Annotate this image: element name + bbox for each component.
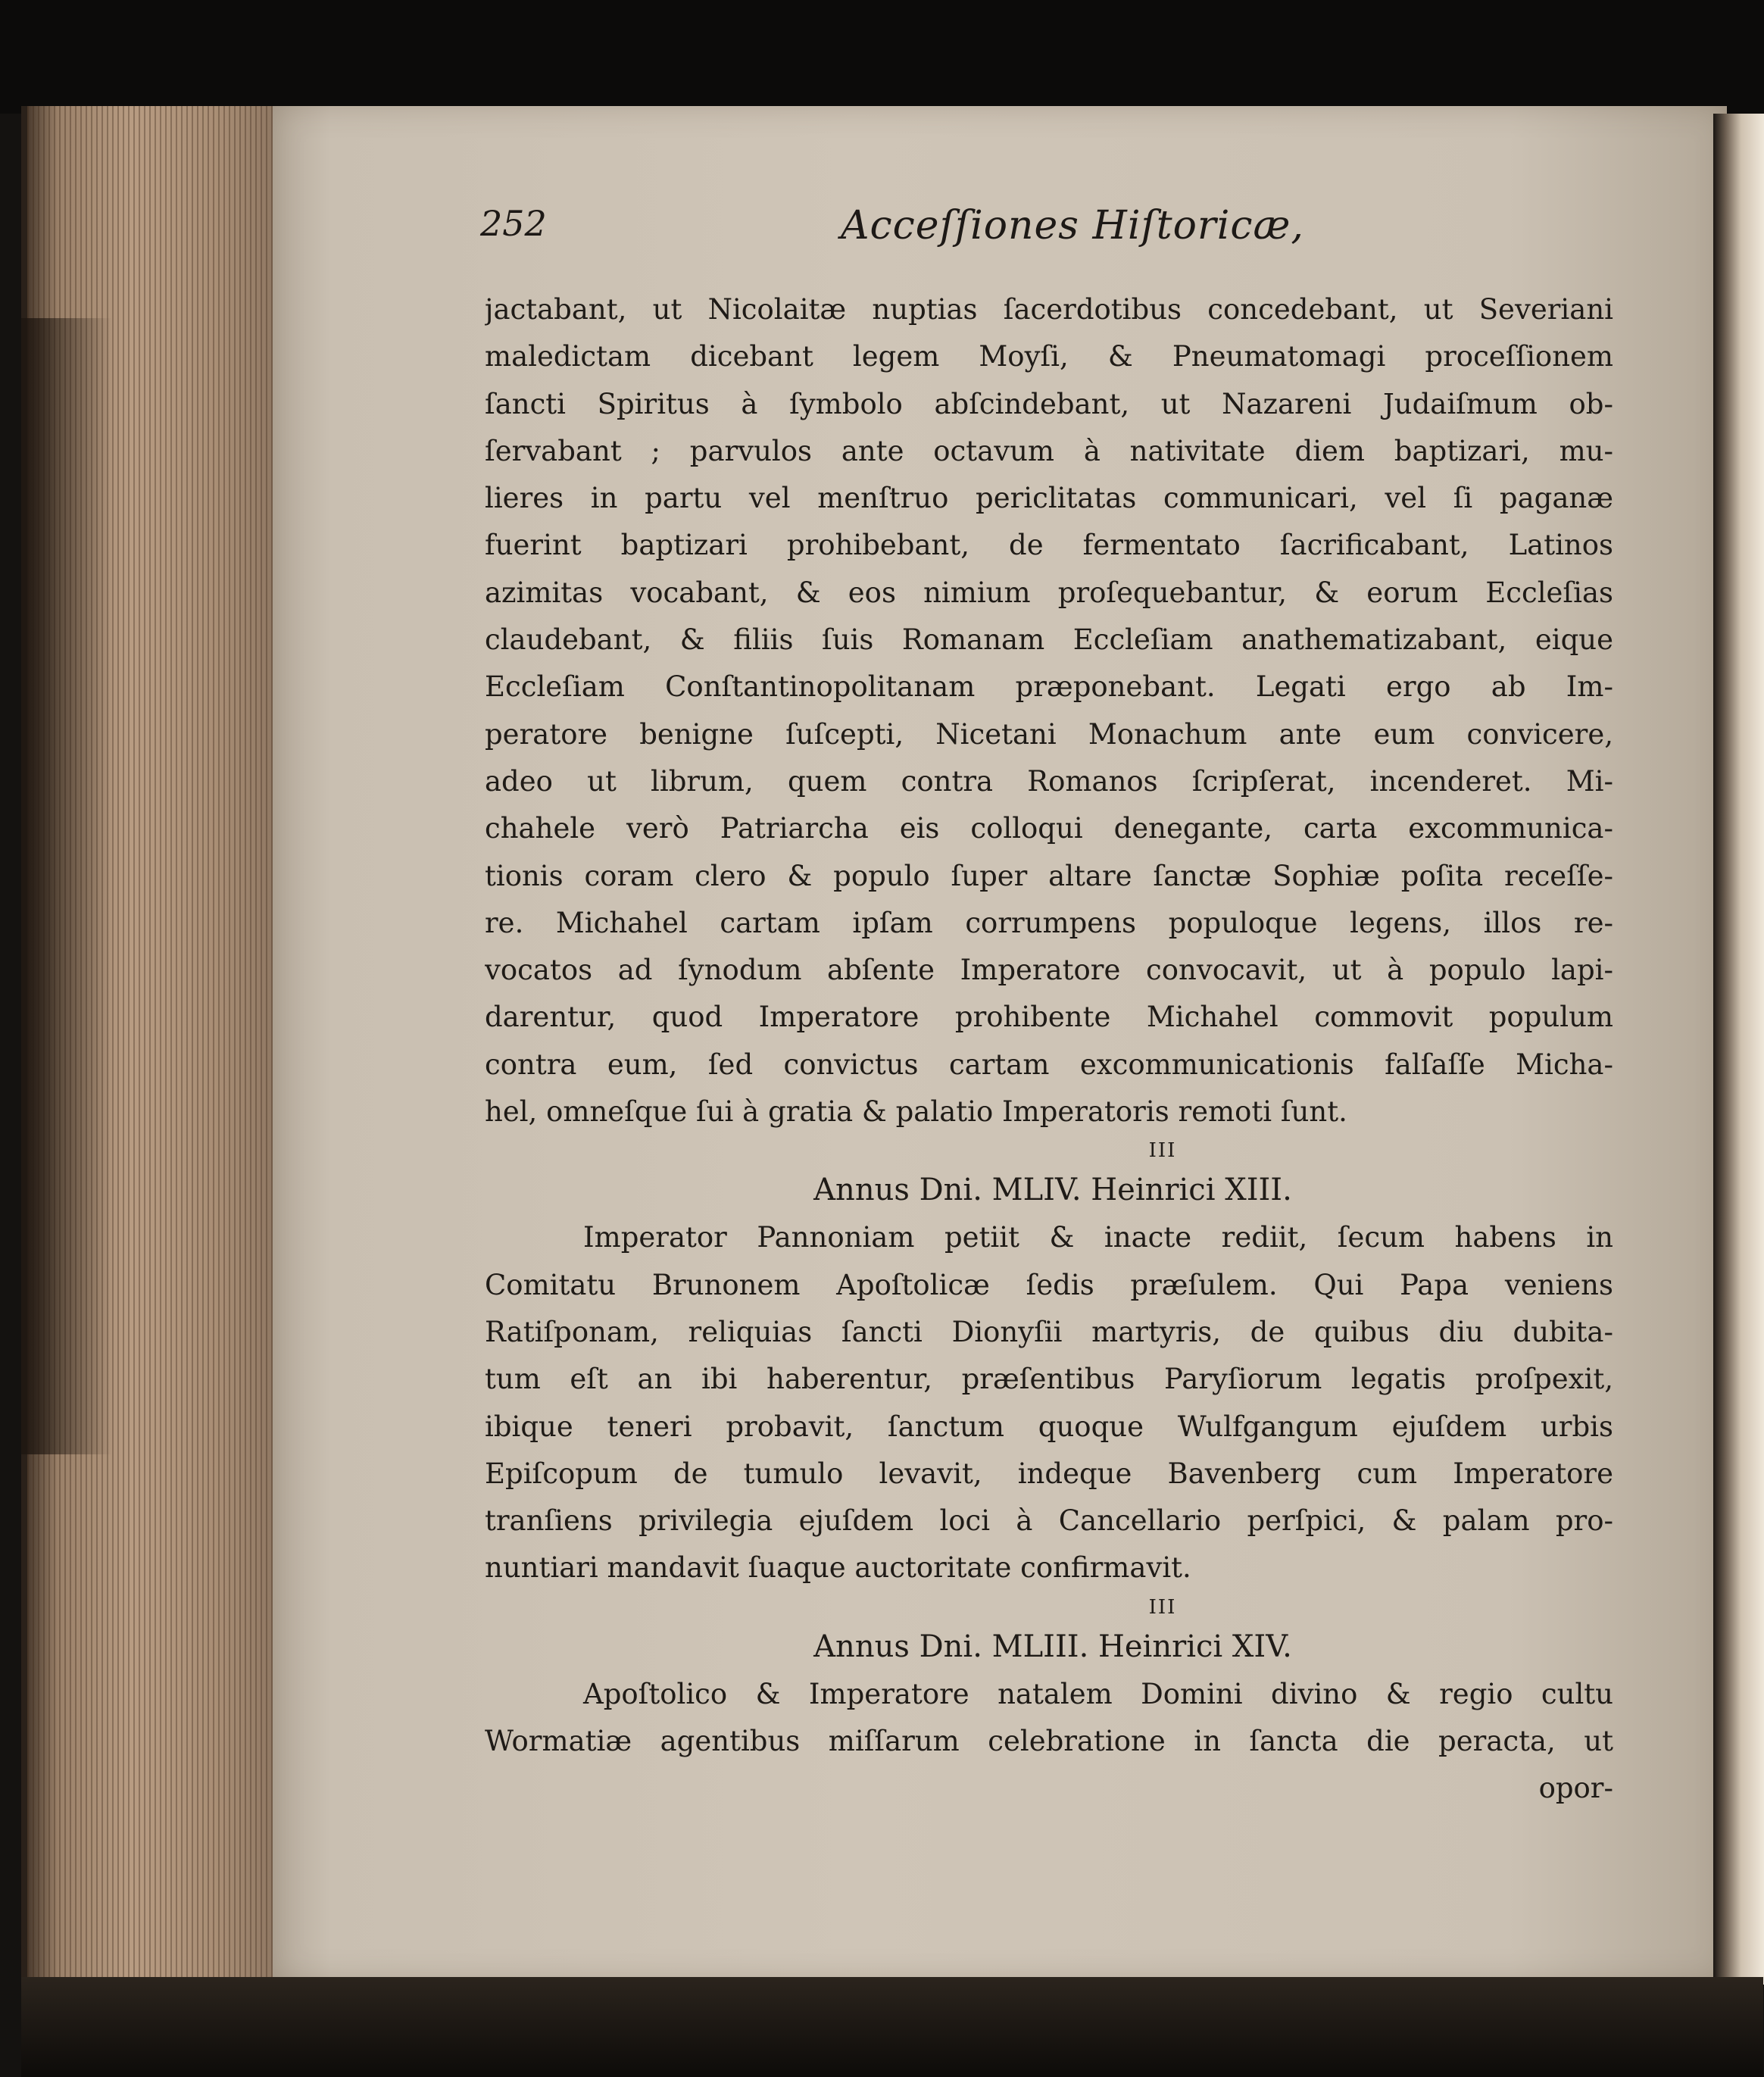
paragraph-1 [485,286,1613,1135]
text-line: maledictam dicebant legem Moyſi, & Pneumatomagi proceſſionem [485,340,1613,373]
text-line: peratore benigne ſuſcepti, Nicetani Monachum ante eum convicere, [485,717,1613,751]
text-line: fuerint baptizari prohibebant, de fermentato ſacrificabant, Latinos [485,529,1613,562]
text-line: tum eſt an ibi haberentur, præſentibus Paryſiorum legatis proſpexit, [485,1363,1613,1396]
text-line: claudebant, & filiis ſuis Romanam Eccleſiam anathematizabant, eique [485,623,1613,657]
section-3 [485,1592,1613,1766]
text-line: ſancti Spiritus à ſymbolo abſcindebant, ut Nazareni Judaiſmum ob- [485,387,1613,420]
text-line: tranſiens privilegia ejuſdem loci à Cancellario perſpici, & palam pro- [485,1504,1613,1538]
text-line: Imperator Pannoniam petiit & inacte rediit, ſecum habens in [583,1221,1613,1254]
facing-page-edge [1713,114,1764,1985]
page-header [0,203,1764,264]
page-number: 252 [480,203,547,244]
text-line: Epiſcopum de tumulo levavit, indeque Bavenberg cum Imperatore [485,1457,1613,1490]
text-line: tionis coram clero & populo ſuper altare ſanctæ Sophiæ poſita receſſe- [485,859,1613,892]
text-line: ibique teneri probavit, ſanctum quoque Wulfgangum ejuſdem urbis [485,1410,1613,1443]
section-title: Annus Dni. MLIII. Heinrici XIV. [813,1629,1292,1664]
catchword: opor- [1538,1772,1613,1805]
text-line: nuntiari mandavit ſuaque auctoritate confirmavit. [485,1551,1191,1585]
text-line: chahele verò Patriarcha eis colloqui denegante, carta excommunica- [485,812,1613,845]
text-line: hel, omneſque ſui à gratia & palatio Imperatoris remoti ſunt. [485,1095,1347,1129]
text-line: re. Michahel cartam ipſam corrumpens populoque legens, illos re- [485,906,1613,939]
page-edge-stain [21,318,112,1454]
section-2 [485,1135,1613,1591]
text-line: azimitas vocabant, & eos nimium proſequebantur, & eorum Eccleſias [485,576,1613,609]
section-title: Annus Dni. MLIV. Heinrici XIII. [813,1173,1292,1208]
text-line: contra eum, ſed convictus cartam excommunicationis falſaſſe Micha- [485,1048,1613,1081]
text-line: adeo ut librum, quem contra Romanos ſcripſerat, incenderet. Mi- [485,764,1613,798]
text-line: vocatos ad ſynodum abſente Imperatore convocavit, ut à populo lapi- [485,954,1613,987]
text-line: Wormatiæ agentibus miſſarum celebratione in ſancta die peracta, ut [485,1725,1613,1758]
text-line: Eccleſiam Conſtantinopolitanam præponebant. Legati ergo ab Im- [485,670,1613,704]
section-number: III [1148,1139,1177,1163]
text-line: lieres in partu vel menſtruo periclitatas communicari, vel ſi paganæ [485,482,1613,515]
text-line: Comitatu Brunonem Apoſtolicæ ſedis præſulem. Qui Papa veniens [485,1268,1613,1301]
text-line: jactabant, ut Nicolaitæ nuptias ſacerdotibus concedebant, ut Severiani [485,293,1613,326]
section-number: III [1148,1595,1177,1619]
text-line: darentur, quod Imperatore prohibente Michahel commovit populum [485,1001,1613,1034]
page-text [485,286,1613,1812]
text-line: Apoſtolico & Imperatore natalem Domini divino & regio cultu [583,1677,1613,1710]
background-bottom [21,1977,1763,2077]
text-line: ſervabant ; parvulos ante octavum à nativitate diem baptizari, mu- [485,434,1613,467]
running-head: Acceſſiones Hiſtoricæ, [841,203,1304,248]
text-line: Ratiſponam, reliquias ſancti Dionyſii martyris, de quibus diu dubita- [485,1315,1613,1348]
background-top-shadow [0,0,1764,114]
